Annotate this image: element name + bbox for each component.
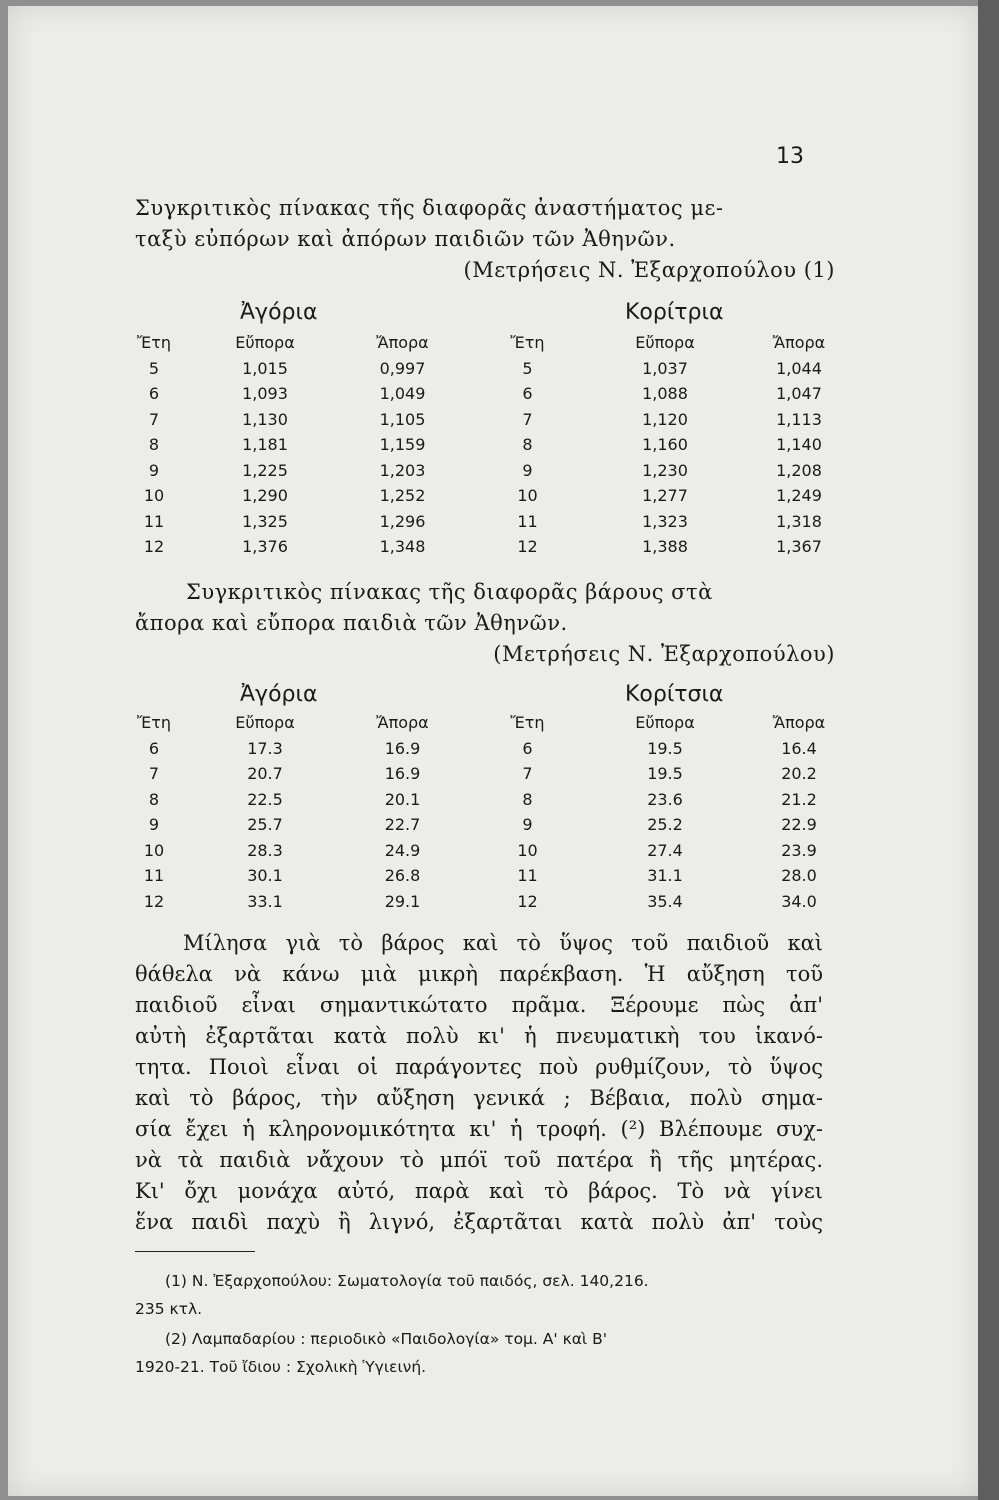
table-cell: 22.5 xyxy=(247,789,283,809)
table-cell: 10 xyxy=(517,486,538,506)
table-cell: 1,348 xyxy=(379,537,426,557)
footnote-2: (2) Λαμπαδαρίου : περιοδικὸ «Παιδολογία» τομ. Α' καὶ Β' xyxy=(165,1330,607,1348)
footnote-divider xyxy=(135,1251,255,1252)
table-cell: 31.1 xyxy=(647,866,683,886)
table-row xyxy=(118,458,858,484)
table2-title-line-1: Συγκριτικὸς πίνακας τῆς διαφορᾶς βάρους στὰ xyxy=(186,580,713,604)
table-row xyxy=(118,483,858,509)
table-cell: 16.4 xyxy=(781,738,817,758)
footnote-1-cont: 235 κτλ. xyxy=(135,1300,203,1318)
body-line: Κι' ὄχι μονάχα αὐτό, παρὰ καὶ τὸ βάρος. Τὸ νὰ γίνει xyxy=(135,1179,823,1203)
table-cell: 22.7 xyxy=(384,815,421,835)
table-cell: 1,015 xyxy=(242,358,288,378)
table-row xyxy=(118,812,858,838)
table-cell: 20.2 xyxy=(781,764,817,784)
column-header: Εὔπορα xyxy=(235,713,295,733)
table-cell: 9 xyxy=(522,815,533,835)
table-row xyxy=(118,838,858,864)
table-cell: 1,044 xyxy=(776,358,822,378)
table-cell: 1,049 xyxy=(379,384,426,404)
table-cell: 1,113 xyxy=(776,409,822,429)
table-cell: 5 xyxy=(148,358,160,378)
table-cell: 1,296 xyxy=(379,511,426,531)
table-cell: 9 xyxy=(522,460,533,480)
body-line: καὶ τὸ βάρος, τὴν αὔξηση γενικά ; Βέβαια, πολὺ σημα- xyxy=(135,1086,823,1110)
table-cell: 1,325 xyxy=(242,511,288,531)
table-cell: 1,225 xyxy=(242,460,288,480)
table-cell: 7 xyxy=(148,409,160,429)
weight-table xyxy=(118,710,858,914)
table-cell: 1,318 xyxy=(776,511,822,531)
table-cell: 6 xyxy=(148,384,160,404)
table-cell: 1,047 xyxy=(776,384,822,404)
column-header: Ἔτη xyxy=(510,713,545,733)
table-cell: 6 xyxy=(522,738,533,758)
table-header-row xyxy=(118,330,858,356)
column-header: Ἔτη xyxy=(510,333,545,353)
body-line: αὐτὴ ἐξαρτᾶται κατὰ πολὺ κι' ἡ πνευματικὴ του ἱκανό- xyxy=(135,1024,823,1048)
table-cell: 1,290 xyxy=(242,486,288,506)
table-cell: 1,105 xyxy=(379,409,426,429)
body-paragraph xyxy=(135,928,823,1238)
table-cell: 12 xyxy=(143,891,165,911)
table-cell: 29.1 xyxy=(384,891,421,911)
table-cell: 25.2 xyxy=(647,815,683,835)
table-cell: 8 xyxy=(522,435,533,455)
table-cell: 22.9 xyxy=(781,815,817,835)
column-header: Ἄπορα xyxy=(376,713,429,733)
table-cell: 20.1 xyxy=(384,789,421,809)
column-header: Εὔπορα xyxy=(635,713,695,733)
table-cell: 12 xyxy=(517,537,538,557)
table-cell: 17.3 xyxy=(247,738,283,758)
column-header: Εὔπορα xyxy=(235,333,295,353)
height-table xyxy=(118,330,858,560)
table-cell: 27.4 xyxy=(647,840,683,860)
table-cell: 11 xyxy=(143,511,165,531)
table2-source: (Μετρήσεις Ν. Ἐξαρχοπούλου) xyxy=(493,642,835,666)
body-line: Μίλησα γιὰ τὸ βάρος καὶ τὸ ὕψος τοῦ παιδιοῦ καὶ xyxy=(183,931,823,955)
table-cell: 7 xyxy=(522,764,533,784)
footnote-1: (1) Ν. Ἐξαρχοπούλου: Σωματολογία τοῦ παιδός, σελ. 140,216. xyxy=(165,1272,649,1290)
table-cell: 1,277 xyxy=(642,486,688,506)
table-cell: 1,037 xyxy=(642,358,688,378)
table-cell: 1,130 xyxy=(242,409,288,429)
table-cell: 1,160 xyxy=(642,435,688,455)
table-cell: 26.8 xyxy=(384,866,421,886)
table-cell: 11 xyxy=(517,511,538,531)
table-cell: 10 xyxy=(143,486,165,506)
body-line: ἕνα παιδὶ παχὺ ἢ λιγνό, ἐξαρτᾶται κατὰ πολὺ ἀπ' τοὺς xyxy=(135,1210,823,1234)
table-cell: 1,367 xyxy=(776,537,822,557)
table1-title-line-1: Συγκριτικὸς πίνακας τῆς διαφορᾶς ἀναστήματος με- xyxy=(135,196,724,220)
table2-title-line-2: ἄπορα καὶ εὔπορα παιδιὰ τῶν Ἀθηνῶν. xyxy=(135,611,568,635)
table-cell: 1,159 xyxy=(379,435,426,455)
table-row xyxy=(118,863,858,889)
table-cell: 10 xyxy=(517,840,538,860)
table-cell: 1,203 xyxy=(379,460,426,480)
table-cell: 25.7 xyxy=(247,815,283,835)
table-cell: 23.9 xyxy=(781,840,817,860)
body-line: τητα. Ποιοὶ εἶναι οἱ παράγοντες ποὺ ρυθμίζουν, τὸ ὕψος xyxy=(135,1055,823,1079)
column-header: Εὔπορα xyxy=(635,333,695,353)
table-cell: 30.1 xyxy=(247,866,283,886)
footnote-2-cont: 1920-21. Τοῦ ἴδιου : Σχολικὴ Ὑγιεινή. xyxy=(135,1358,427,1376)
table-cell: 23.6 xyxy=(647,789,683,809)
table-cell: 5 xyxy=(522,358,533,378)
table-row xyxy=(118,534,858,560)
body-line: νὰ τὰ παιδιὰ νἄχουν τὸ μπόϊ τοῦ πατέρα ἢ τῆς μητέρας. xyxy=(135,1148,823,1172)
column-header: Ἄπορα xyxy=(376,333,429,353)
column-header: Ἔτη xyxy=(136,333,172,353)
table-cell: 28.0 xyxy=(781,866,817,886)
table1-title-line-2: ταξὺ εὐπόρων καὶ ἀπόρων παιδιῶν τῶν Ἀθηνῶν. xyxy=(135,227,676,251)
table-cell: 7 xyxy=(148,764,160,784)
body-line: σία ἔχει ἡ κληρονομικότητα κι' ἡ τροφή. (²) Βλέπουμε συχ- xyxy=(135,1117,823,1141)
table-cell: 1,323 xyxy=(642,511,688,531)
table-row xyxy=(118,736,858,762)
table-cell: 6 xyxy=(148,738,160,758)
table1-source: (Μετρήσεις Ν. Ἐξαρχοπούλου (1) xyxy=(463,258,835,282)
table-cell: 1,376 xyxy=(242,537,288,557)
table-cell: 1,120 xyxy=(642,409,688,429)
table-cell: 6 xyxy=(522,384,533,404)
table-cell: 28.3 xyxy=(247,840,283,860)
table-cell: 1,208 xyxy=(776,460,822,480)
table-cell: 34.0 xyxy=(781,891,817,911)
table-cell: 19.5 xyxy=(647,764,683,784)
table-cell: 16.9 xyxy=(384,764,421,784)
table-cell: 1,140 xyxy=(776,435,822,455)
column-header: Ἔτη xyxy=(136,713,172,733)
table-row xyxy=(118,432,858,458)
table-cell: 1,252 xyxy=(379,486,426,506)
table-cell: 21.2 xyxy=(781,789,817,809)
body-line: παιδιοῦ εἶναι σημαντικώτατο πρᾶμα. Ξέρουμε πὼς ἀπ' xyxy=(135,993,823,1017)
table-cell: 12 xyxy=(143,537,165,557)
table-cell: 7 xyxy=(522,409,533,429)
table-row xyxy=(118,356,858,382)
table-cell: 1,249 xyxy=(776,486,822,506)
table-cell: 1,093 xyxy=(242,384,288,404)
table-cell: 35.4 xyxy=(647,891,683,911)
table-cell: 11 xyxy=(143,866,165,886)
table-row xyxy=(118,509,858,535)
table1-group-girls: Κορίτρια xyxy=(625,300,724,325)
table-row xyxy=(118,381,858,407)
table-cell: 0,997 xyxy=(379,358,426,378)
body-line: θάθελα νὰ κάνω μιὰ μικρὴ παρέκβαση. Ἡ αὔξηση τοῦ xyxy=(135,962,823,986)
page-edge xyxy=(978,0,999,1500)
table-cell: 1,388 xyxy=(642,537,688,557)
table-cell: 8 xyxy=(148,435,160,455)
table-cell: 1,181 xyxy=(242,435,288,455)
table-cell: 9 xyxy=(148,460,160,480)
table-cell: 19.5 xyxy=(647,738,683,758)
table-row xyxy=(118,889,858,915)
table-cell: 8 xyxy=(148,789,160,809)
table-cell: 16.9 xyxy=(384,738,421,758)
column-header: Ἄπορα xyxy=(772,333,826,353)
table-cell: 24.9 xyxy=(384,840,421,860)
table2-group-boys: Ἀγόρια xyxy=(240,682,318,707)
table-row xyxy=(118,787,858,813)
table-row xyxy=(118,407,858,433)
column-header: Ἄπορα xyxy=(772,713,826,733)
table-cell: 20.7 xyxy=(247,764,283,784)
table1-group-boys: Ἀγόρια xyxy=(240,300,318,325)
table2-group-girls: Κορίτσια xyxy=(625,682,724,707)
table-cell: 10 xyxy=(143,840,165,860)
table-cell: 12 xyxy=(517,891,538,911)
table-cell: 11 xyxy=(517,866,538,886)
table-row xyxy=(118,761,858,787)
table-cell: 8 xyxy=(522,789,533,809)
table-cell: 9 xyxy=(148,815,160,835)
table-header-row xyxy=(118,710,858,736)
table-cell: 1,088 xyxy=(642,384,688,404)
table-cell: 33.1 xyxy=(247,891,283,911)
table-cell: 1,230 xyxy=(642,460,688,480)
page-number: 13 xyxy=(776,144,804,169)
